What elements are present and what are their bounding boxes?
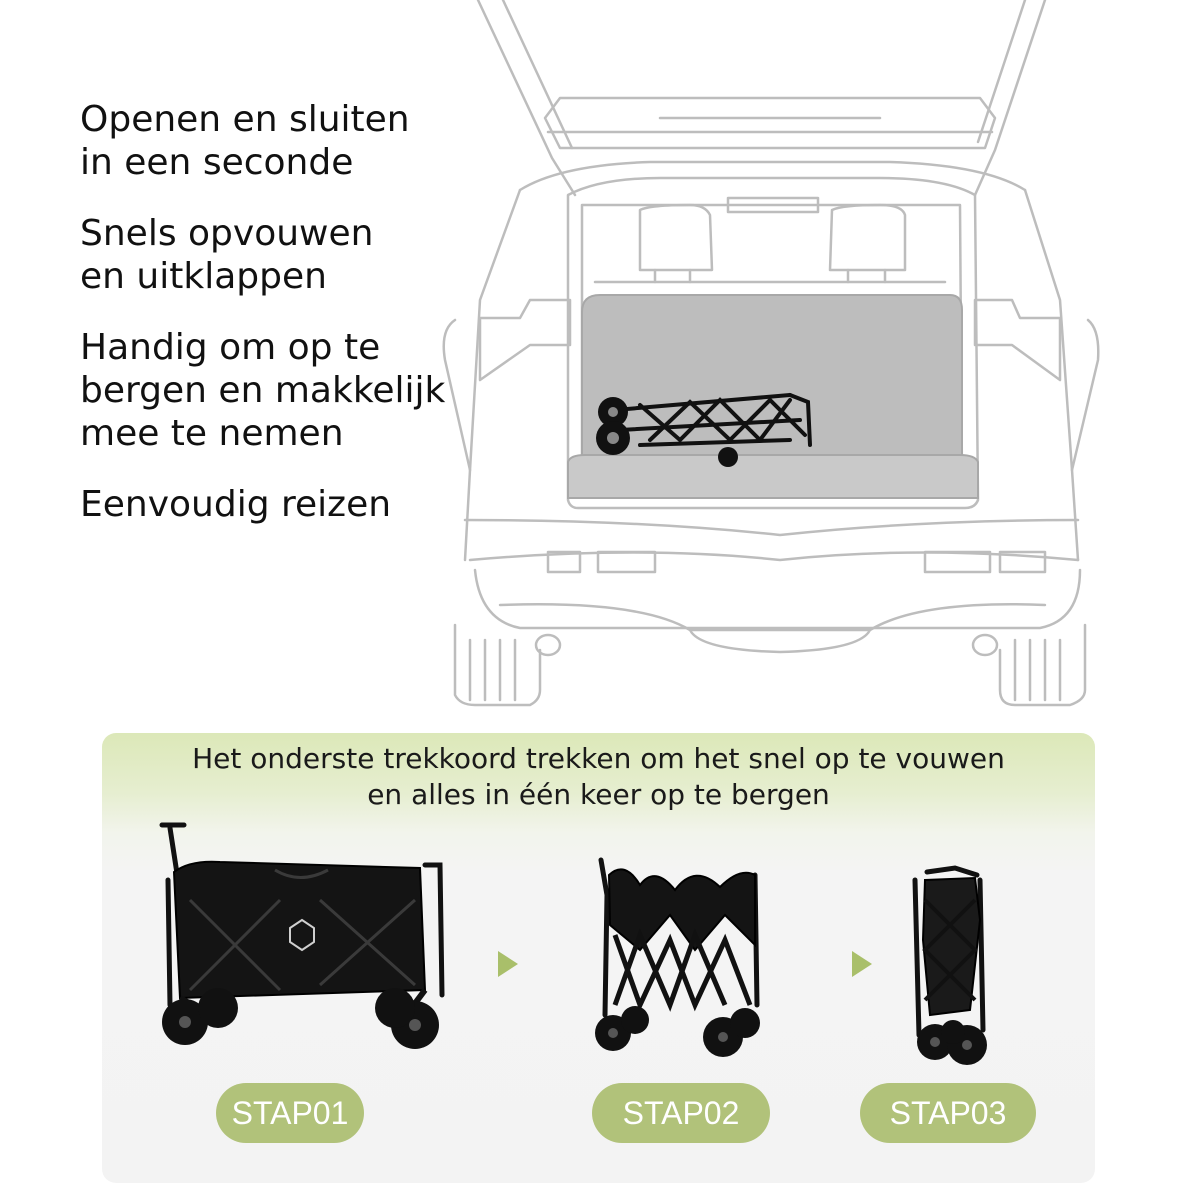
wagon-half-folded-image bbox=[595, 855, 770, 1070]
wagon-open-image bbox=[150, 820, 460, 1060]
step-badge-2: STAP02 bbox=[592, 1083, 770, 1143]
feature-list bbox=[80, 98, 460, 554]
feature-quick-fold: Snels opvouwen en uitklappen bbox=[80, 213, 374, 297]
step-badge-3: STAP03 bbox=[860, 1083, 1036, 1143]
feature-easy-storage: Handig om op te bergen en makkelijk mee te nemen bbox=[80, 327, 446, 454]
step-badge-1: STAP01 bbox=[216, 1083, 364, 1143]
arrow-right-icon bbox=[498, 951, 518, 977]
panel-title: Het onderste trekkoord trekken om het snel op te vouwen en alles in één keer op te bergen bbox=[192, 742, 1005, 811]
feature-open-close: Openen en sluiten in een seconde bbox=[80, 99, 410, 183]
wagon-folded-image bbox=[905, 860, 1000, 1070]
arrow-right-icon bbox=[852, 951, 872, 977]
feature-easy-travel: Eenvoudig reizen bbox=[80, 484, 392, 525]
